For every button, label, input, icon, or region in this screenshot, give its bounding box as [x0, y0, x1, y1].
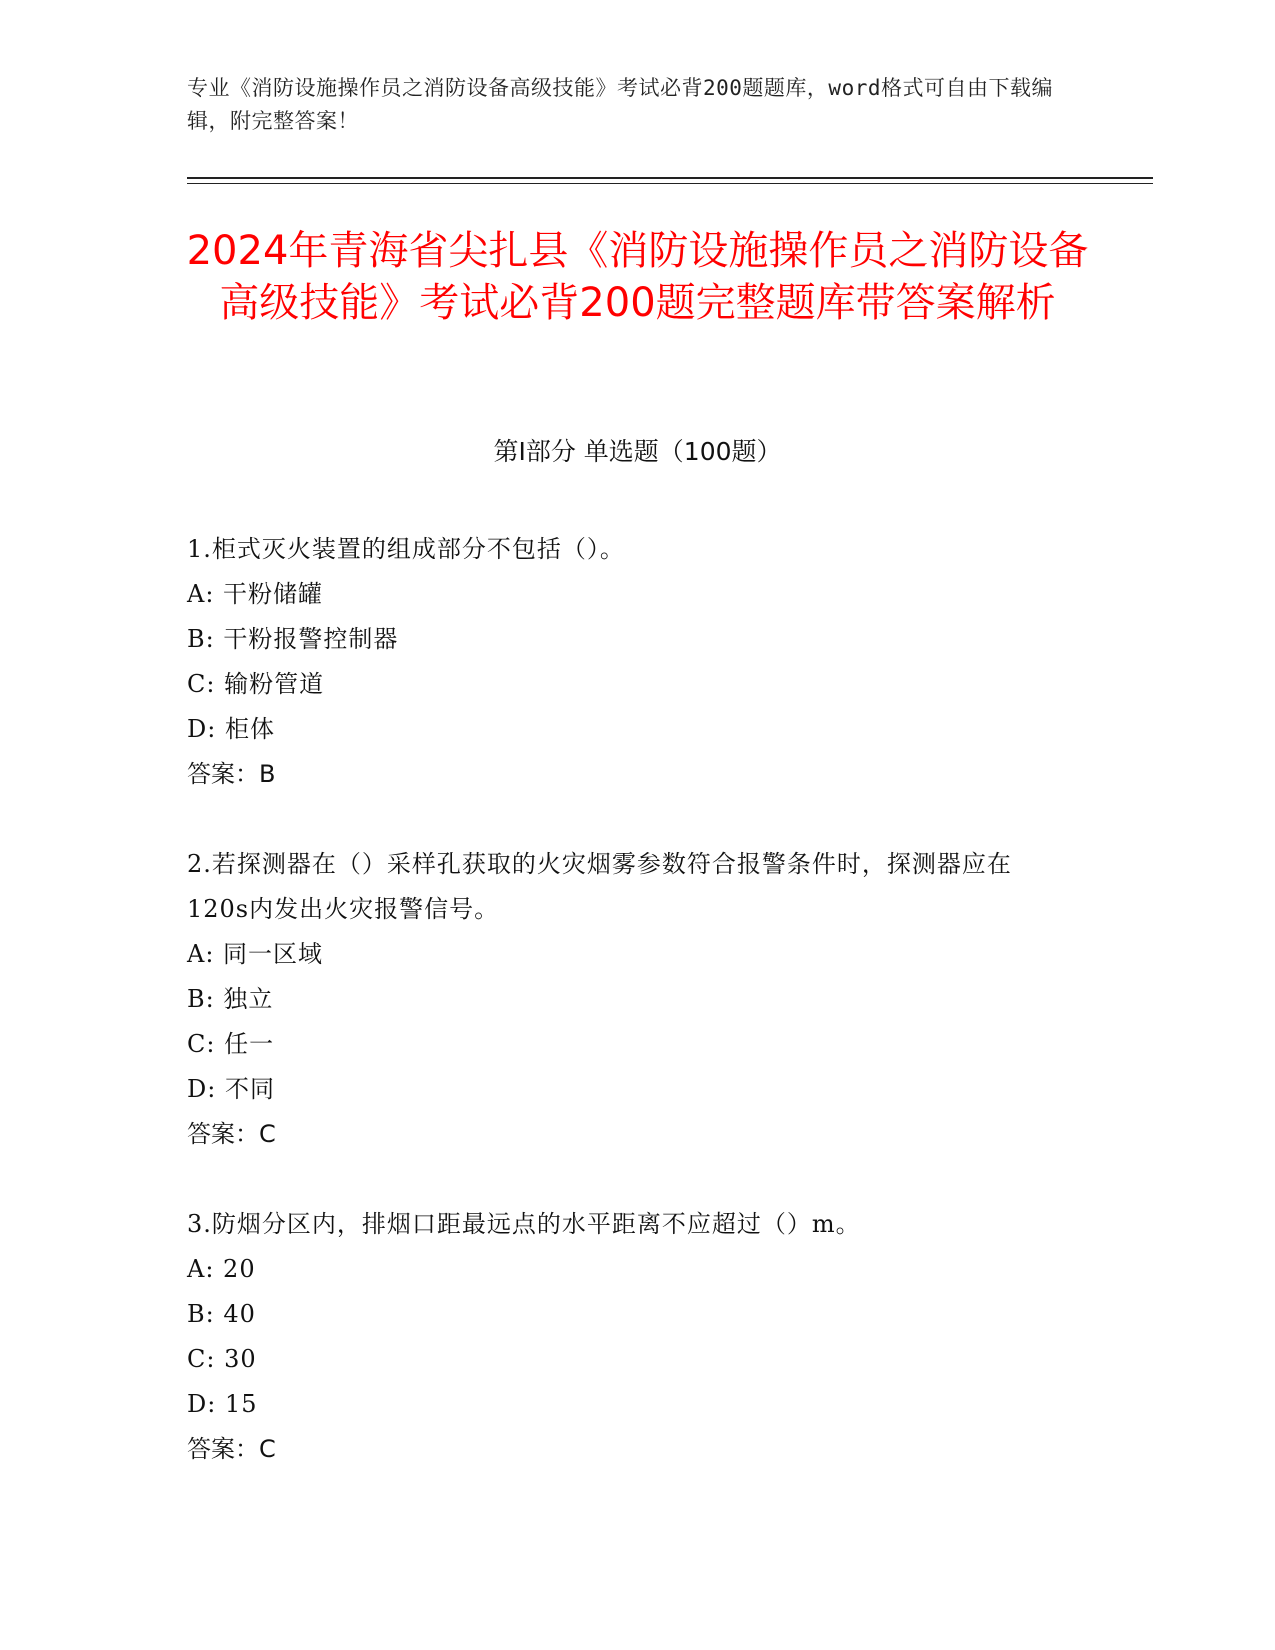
option-b: B: 40	[187, 1300, 256, 1328]
answer-line: 答案：C	[187, 1435, 276, 1463]
document-title: 2024年青海省尖扎县《消防设施操作员之消防设备高级技能》考试必背200题完整题库带答案解析	[186, 228, 1089, 326]
option-b: B: 独立	[187, 985, 274, 1013]
question-stem: 2.若探测器在（）采样孔获取的火灾烟雾参数符合报警条件时，探测器应在120s内发出火灾报警信号。	[187, 850, 1012, 923]
answer-line: 答案：C	[187, 1120, 276, 1148]
header-divider-thin	[187, 183, 1153, 184]
question-spacer	[187, 797, 1067, 842]
option-d: D: 柜体	[187, 715, 275, 743]
question-list	[187, 527, 1067, 1472]
header-divider-thick	[187, 177, 1153, 179]
option-c: C: 30	[187, 1345, 257, 1373]
question-stem: 3.防烟分区内，排烟口距最远点的水平距离不应超过（）m。	[187, 1210, 861, 1238]
question-2	[187, 842, 1067, 1157]
question-1	[187, 527, 1067, 797]
question-stem: 1.柜式灭火装置的组成部分不包括（）。	[187, 535, 625, 563]
option-c: C: 输粉管道	[187, 670, 325, 698]
option-a: A: 20	[187, 1255, 256, 1283]
section-heading: 第I部分 单选题（100题）	[493, 437, 782, 466]
header-note: 专业《消防设施操作员之消防设备高级技能》考试必背200题题库，word格式可自由下载编辑，附完整答案！	[187, 76, 1053, 133]
option-d: D: 不同	[187, 1075, 275, 1103]
option-b: B: 干粉报警控制器	[187, 625, 399, 653]
option-a: A: 同一区域	[187, 940, 324, 968]
option-a: A: 干粉储罐	[187, 580, 324, 608]
option-c: C: 任一	[187, 1030, 275, 1058]
answer-line: 答案：B	[187, 760, 276, 788]
option-d: D: 15	[187, 1390, 258, 1418]
question-spacer	[187, 1157, 1067, 1202]
question-3	[187, 1202, 1067, 1472]
